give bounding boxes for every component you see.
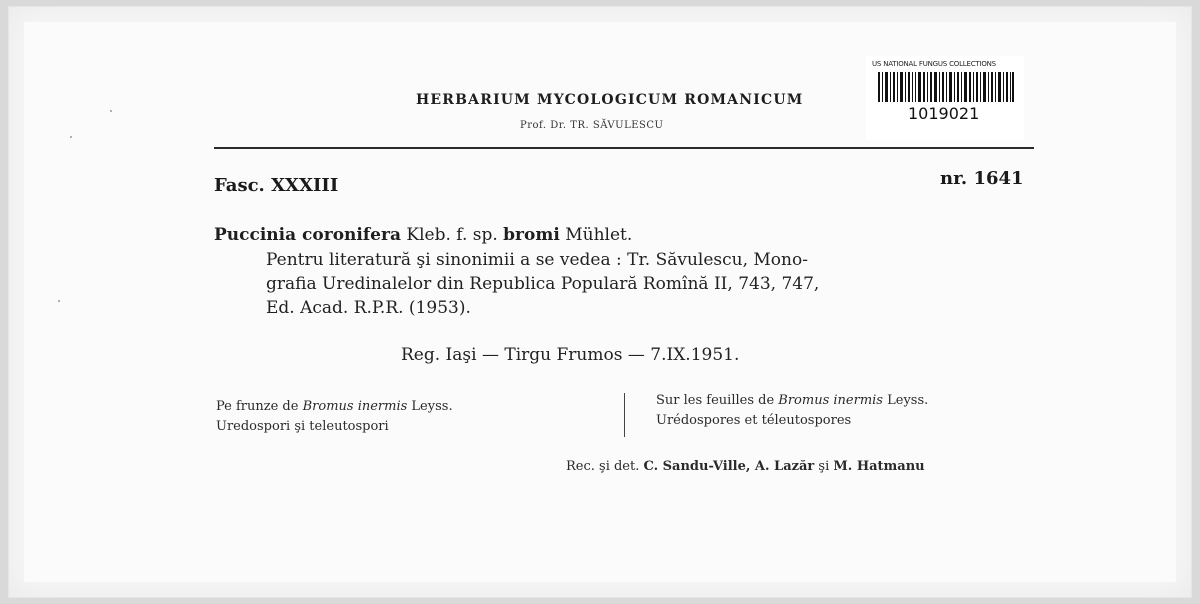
host-prefix-fr: Sur les feuilles de — [656, 393, 779, 408]
forma-name: bromi — [503, 225, 560, 245]
fascicle-number: Fasc. XXXIII — [214, 175, 339, 196]
barcode-icon — [878, 72, 1014, 102]
literature-line: Pentru literatură şi sinonimii a se vedea : Tr. Săvulescu, Mono- — [266, 250, 808, 270]
herbarium-title: HERBARIUM MYCOLOGICUM ROMANICUM — [416, 92, 804, 108]
species-author: Kleb. f. sp. — [400, 225, 504, 245]
host-name-ro: Bromus inermis — [302, 399, 408, 414]
species-line — [214, 225, 632, 245]
barcode-caption: US NATIONAL FUNGUS COLLECTIONS — [872, 60, 996, 68]
host-line-ro — [216, 397, 453, 417]
host-suffix-fr: Leyss. — [882, 393, 929, 408]
barcode-number: 1019021 — [908, 104, 980, 123]
literature-line: Ed. Acad. R.P.R. (1953). — [266, 298, 471, 318]
literature-line: grafia Uredinalelor din Republica Populară Romînă II, 743, 747, — [266, 274, 820, 294]
host-info-french — [656, 391, 928, 431]
spores-fr: Urédospores et téleutospores — [656, 413, 852, 428]
collectors-line — [566, 459, 925, 474]
host-info-romanian — [216, 397, 453, 437]
collectors-names: C. Sandu-Ville, A. Lazăr — [643, 459, 815, 474]
host-prefix-ro: Pe frunze de — [216, 399, 303, 414]
spores-ro: Uredospori şi teleutospori — [216, 419, 389, 434]
specimen-number: nr. 1641 — [940, 168, 1024, 189]
locality-date: Reg. Iaşi — Tirgu Frumos — 7.IX.1951. — [401, 345, 740, 365]
collectors-joiner: şi — [814, 459, 834, 474]
paper-speck — [110, 110, 112, 112]
paper-speck — [58, 300, 60, 302]
herbarium-subtitle: Prof. Dr. TR. SĂVULESCU — [520, 120, 664, 131]
forma-author: Mühlet. — [559, 225, 633, 245]
collectors-prefix: Rec. şi det. — [566, 459, 644, 474]
barcode-label — [866, 56, 1024, 140]
literature-reference — [266, 248, 1046, 320]
paper-speck — [70, 136, 72, 138]
header-rule — [214, 147, 1034, 149]
species-name: Puccinia coronifera — [214, 225, 401, 245]
column-divider — [624, 393, 625, 437]
host-line-fr — [656, 391, 928, 411]
host-suffix-ro: Leyss. — [407, 399, 453, 414]
collectors-last: M. Hatmanu — [833, 459, 925, 474]
host-name-fr: Bromus inermis — [778, 393, 883, 408]
